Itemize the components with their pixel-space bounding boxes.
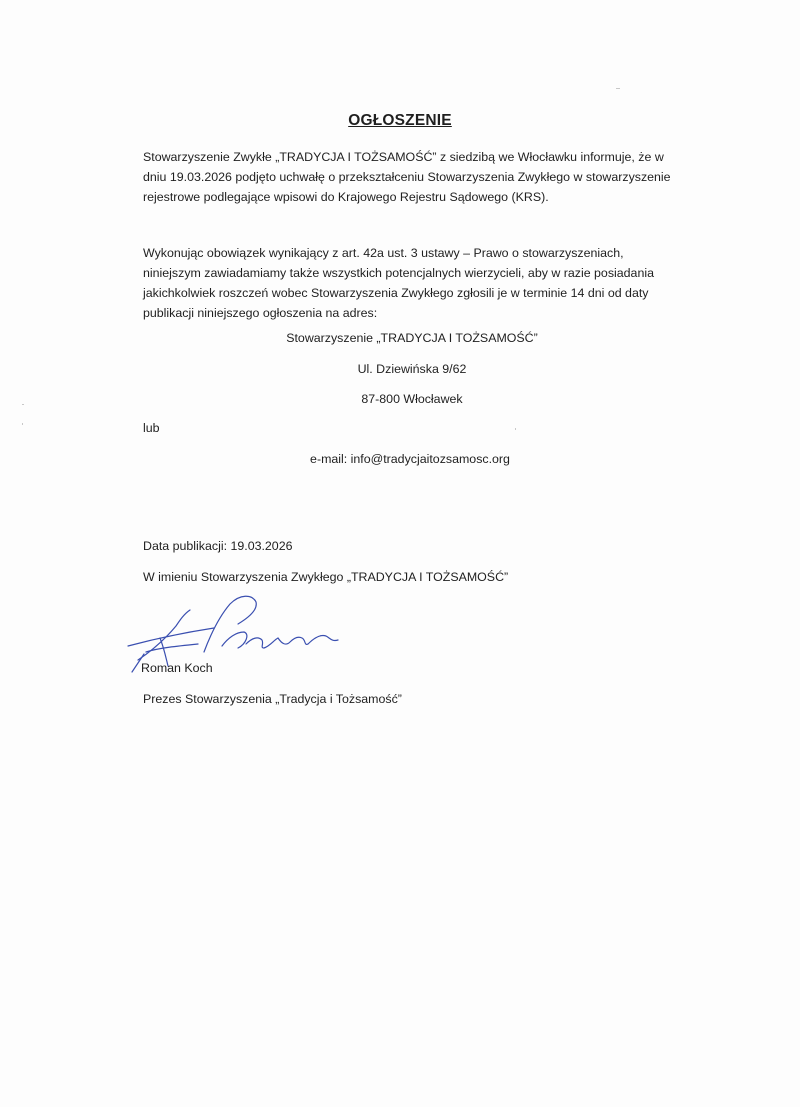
address-street: Ul. Dziewińska 9/62 <box>357 362 467 376</box>
or-label: lub <box>143 421 160 435</box>
email-line: e-mail: info@tradycjaitozsamosc.org <box>310 452 510 466</box>
address-city: 87-800 Włocławek <box>361 392 463 406</box>
intro-paragraph: Stowarzyszenie Zwykłe „TRADYCJA I TOŻSAMOŚĆ” z siedzibą we Włocławku informuje, że w dniu 19.03.2026 podjęto uchwałę o przekształceniu Stowarzyszenia Zwykłego w stowarzyszenie rejestrowe podlegające wpisowi do Krajowego Rejestru Sądowego (KRS). <box>143 150 671 204</box>
signer-name: Roman Koch <box>141 661 213 675</box>
creditors-notice-paragraph: Wykonując obowiązek wynikający z art. 42a ust. 3 ustawy – Prawo o stowarzyszeniach, niniejszym zawiadamiamy także wszystkich potencjalnych wierzycieli, aby w razie posiadania jakichkolwiek roszczeń wobec Stowarzyszenia Zwykłego zgłosili je w terminie 14 dni od daty publikacji niniejszego ogłoszenia na adres: <box>143 246 654 320</box>
signer-role: Prezes Stowarzyszenia „Tradycja i Tożsamość” <box>143 692 402 706</box>
page-title: OGŁOSZENIE <box>348 112 452 129</box>
on-behalf-line: W imieniu Stowarzyszenia Zwykłego „TRADYCJA I TOŻSAMOŚĆ” <box>143 570 509 584</box>
address-name: Stowarzyszenie „TRADYCJA I TOŻSAMOŚĆ” <box>286 331 538 345</box>
publication-date: Data publikacji: 19.03.2026 <box>143 539 293 553</box>
